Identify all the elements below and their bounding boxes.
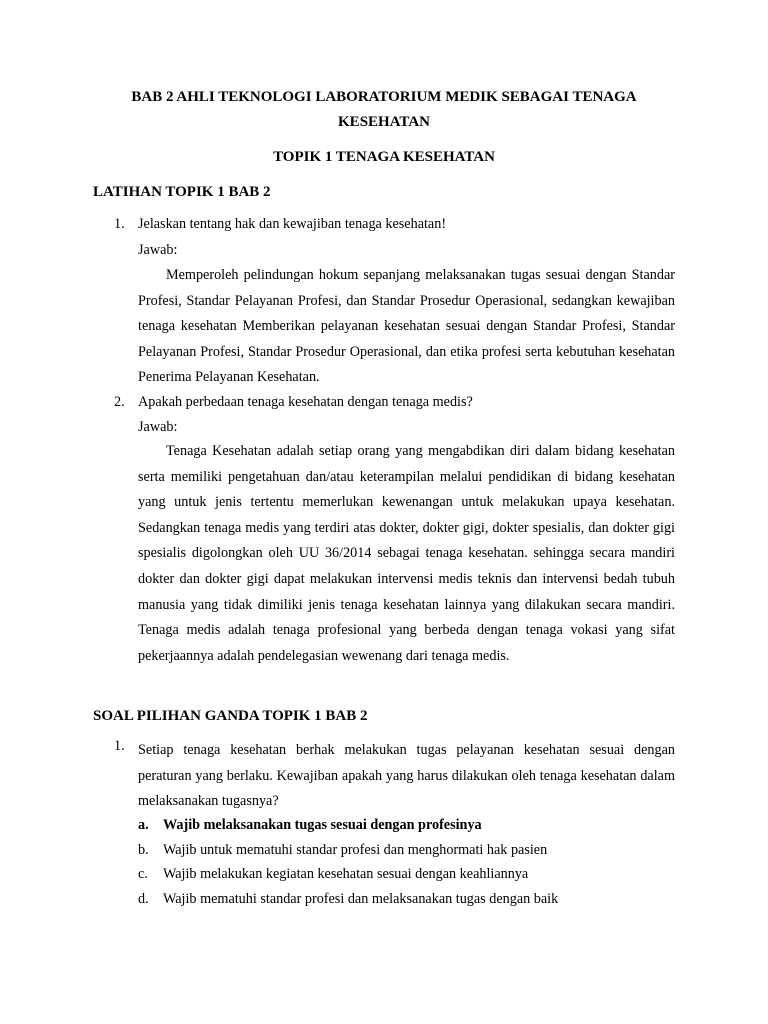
option-text: Wajib mematuhi standar profesi dan melaksanakan tugas dengan baik xyxy=(163,891,559,907)
question-number: 1. xyxy=(114,738,125,754)
question-text: Apakah perbedaan tenaga kesehatan dengan tenaga medis? xyxy=(138,394,473,410)
question-text: Setiap tenaga kesehatan berhak melakukan tugas pelayanan kesehatan sesuai dengan peraturan yang berlaku. Kewajiban apakah yang harus dilakukan oleh tenaga kesehatan dalam melaksanakan tugasnya? xyxy=(138,742,675,810)
option-text: Wajib melaksanakan tugas sesuai dengan profesinya xyxy=(163,817,482,833)
document-title: BAB 2 AHLI TEKNOLOGI LABORATORIUM MEDIK SEBAGAI TENAGA KESEHATAN xyxy=(131,89,637,130)
option-letter: d. xyxy=(138,891,149,907)
option-letter: b. xyxy=(138,842,149,858)
answer-paragraph-1: Memperoleh pelindungan hokum sepanjang melaksanakan tugas sesuai dengan Standar Profesi, Standar Pelayanan Profesi, dan Standar Prosedur Operasional, sedangkan kewajiban tenaga kesehatan Memberikan pelayanan kesehatan sesuai dengan Standar Profesi, Standar Pelayanan Profesi, Standar Prosedur Operasional, dan etika profesi serta kebutuhan kesehatan Penerima Pelayanan Kesehatan. xyxy=(138,267,675,386)
option-letter: a. xyxy=(138,817,149,833)
question-number: 1. xyxy=(114,216,125,232)
option-text: Wajib melakukan kegiatan kesehatan sesuai dengan keahliannya xyxy=(163,866,529,882)
exercise-heading: LATIHAN TOPIK 1 BAB 2 xyxy=(93,184,271,200)
question-text: Jelaskan tentang hak dan kewajiban tenaga kesehatan! xyxy=(138,216,447,232)
option-letter: c. xyxy=(138,866,148,882)
jawab-label: Jawab: xyxy=(138,419,178,435)
question-number: 2. xyxy=(114,394,125,410)
multiple-choice-heading: SOAL PILIHAN GANDA TOPIK 1 BAB 2 xyxy=(93,708,368,724)
jawab-label: Jawab: xyxy=(138,242,178,258)
answer-paragraph-2: Tenaga Kesehatan adalah setiap orang yang mengabdikan diri dalam bidang kesehatan serta memiliki pengetahuan dan/atau keterampilan melalui pendidikan di bidang kesehatan yang untuk jenis tertentu memerlukan kewenangan untuk melakukan upaya kesehatan. Sedangkan tenaga medis yang terdiri atas dokter, dokter gigi, dokter spesialis, dan dokter gigi spesialis digolongkan oleh UU 36/2014 sebagai tenaga kesehatan. sehingga secara mandiri dokter dan dokter gigi dapat melakukan intervensi medis teknis dan intervensi bedah tubuh manusia yang tidak dimiliki jenis tenaga kesehatan lainnya yang dilakukan secara mandiri. Tenaga medis adalah tenaga profesional yang berbeda dengan tenaga vokasi yang sifat pekerjaannya adalah pendelegasian wewenang dari tenaga medis. xyxy=(138,443,675,664)
option-text: Wajib untuk mematuhi standar profesi dan menghormati hak pasien xyxy=(163,842,548,858)
topic-title: TOPIK 1 TENAGA KESEHATAN xyxy=(273,149,495,165)
